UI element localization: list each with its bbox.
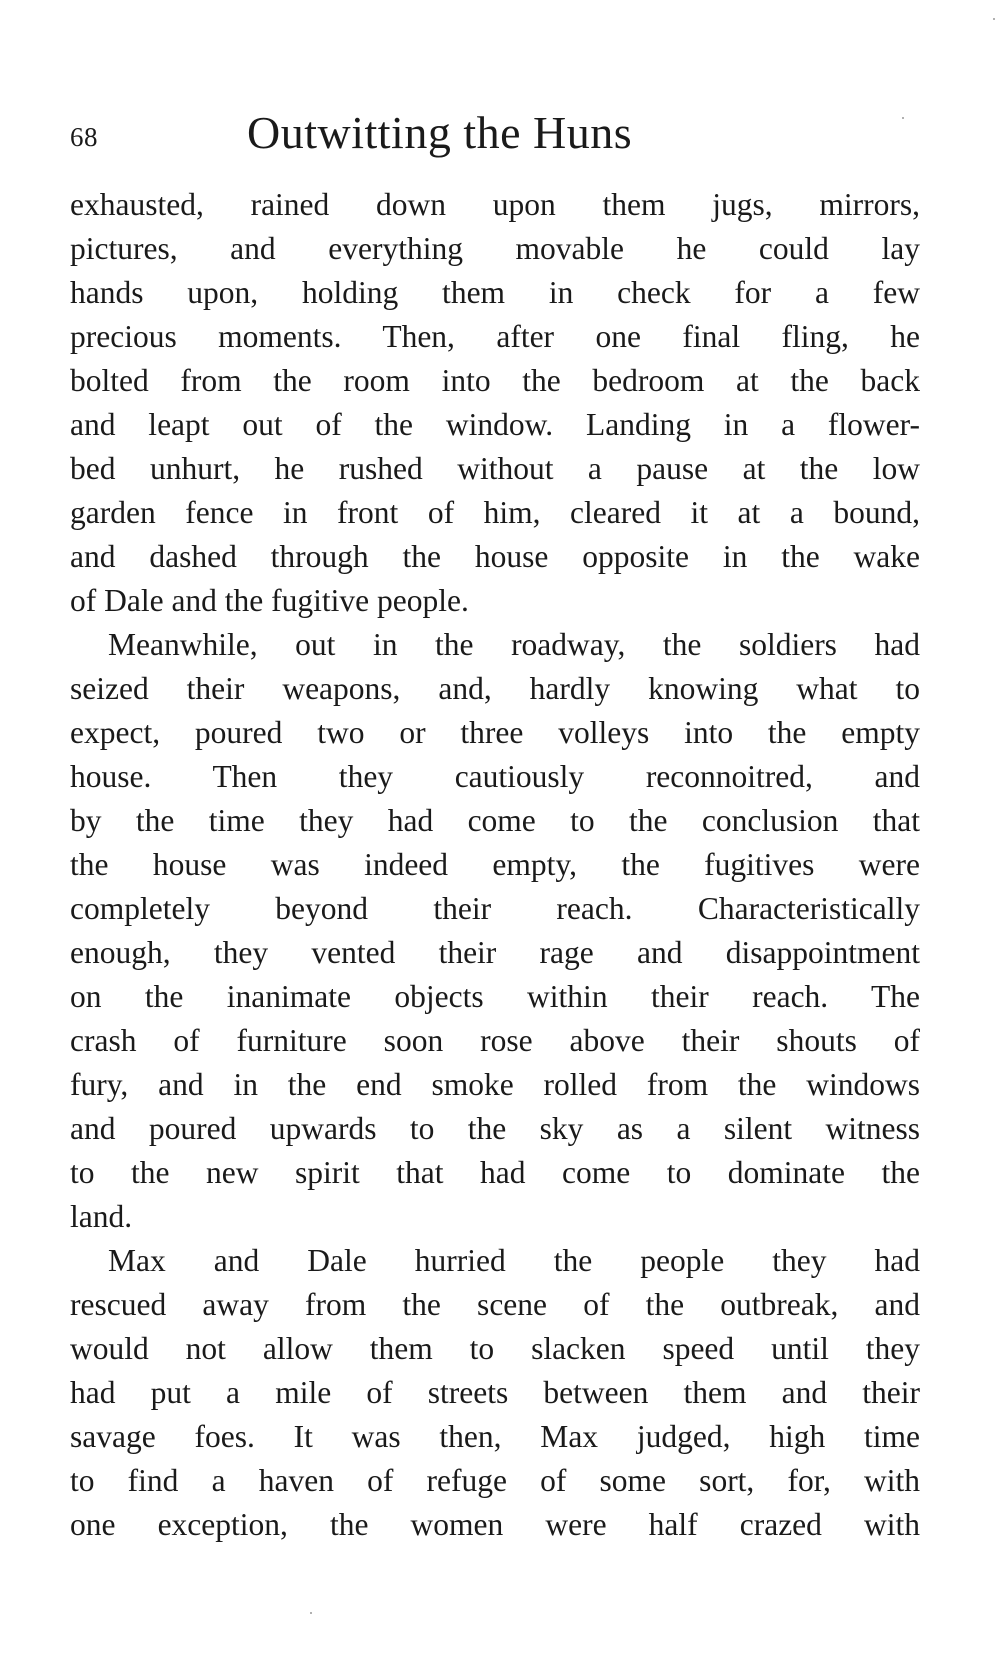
text-line: one exception, the women were half crazed with	[70, 1507, 920, 1542]
text-line: expect, poured two or three volleys into the empty	[70, 715, 920, 750]
text-line: by the time they had come to the conclusion that	[70, 803, 920, 838]
text-line: bed unhurt, he rushed without a pause at the low	[70, 451, 920, 486]
text-line: enough, they vented their rage and disappointment	[70, 935, 920, 970]
text-line: the house was indeed empty, the fugitives were	[70, 847, 920, 882]
text-line: completely beyond their reach. Characteristically	[70, 891, 920, 926]
text-line: garden fence in front of him, cleared it at a bound,	[70, 495, 920, 530]
text-line: house. Then they cautiously reconnoitred, and	[70, 759, 920, 794]
text-line: to find a haven of refuge of some sort, for, with	[70, 1463, 920, 1498]
text-line: precious moments. Then, after one final fling, he	[70, 319, 920, 354]
text-line: and poured upwards to the sky as a silent witness	[70, 1111, 920, 1146]
page-header	[70, 100, 920, 170]
text-line: would not allow them to slacken speed until they	[70, 1331, 920, 1366]
text-line: of Dale and the fugitive people.	[70, 583, 469, 618]
scan-speck	[902, 117, 904, 119]
scan-speck	[993, 18, 995, 20]
text-line: land.	[70, 1199, 133, 1234]
scan-speck	[310, 1612, 312, 1614]
text-line: to the new spirit that had come to dominate the	[70, 1155, 920, 1190]
body-text	[70, 183, 920, 1547]
text-line: hands upon, holding them in check for a few	[70, 275, 920, 310]
text-line: and dashed through the house opposite in the wake	[70, 539, 920, 574]
text-line: Max and Dale hurried the people they had	[108, 1243, 920, 1278]
text-line: seized their weapons, and, hardly knowing what to	[70, 671, 920, 706]
text-line: pictures, and everything movable he could lay	[70, 231, 920, 266]
text-line: bolted from the room into the bedroom at the back	[70, 363, 920, 398]
text-line: had put a mile of streets between them and their	[70, 1375, 920, 1410]
text-line: on the inanimate objects within their reach. The	[70, 979, 920, 1014]
page-number: 68	[70, 122, 98, 152]
text-line: and leapt out of the window. Landing in a flower-	[70, 407, 920, 442]
text-line: savage foes. It was then, Max judged, high time	[70, 1419, 920, 1454]
text-line: crash of furniture soon rose above their shouts of	[70, 1023, 920, 1058]
text-line: fury, and in the end smoke rolled from the windows	[70, 1067, 920, 1102]
text-line: rescued away from the scene of the outbreak, and	[70, 1287, 920, 1322]
running-title: Outwitting the Huns	[247, 107, 633, 158]
text-line: exhausted, rained down upon them jugs, mirrors,	[70, 187, 920, 222]
text-line: Meanwhile, out in the roadway, the soldiers had	[108, 627, 920, 662]
